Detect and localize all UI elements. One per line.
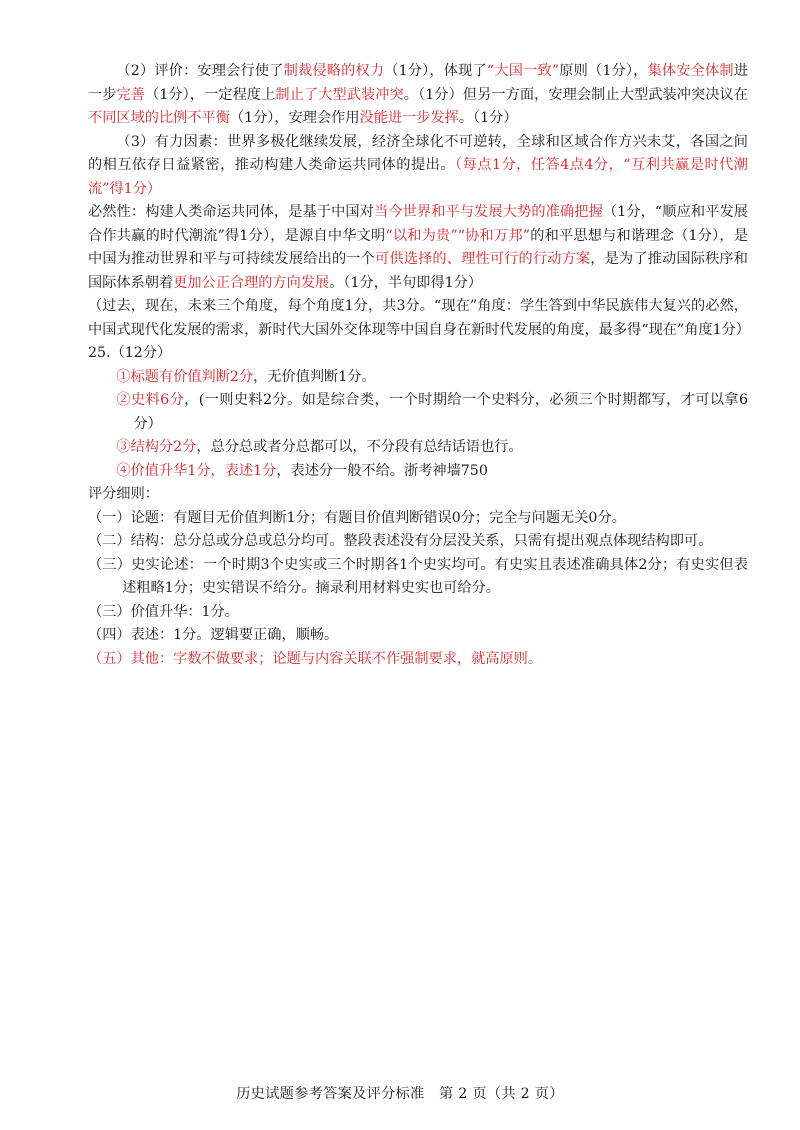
detail-3-value bbox=[88, 601, 748, 625]
highlighted-key-point: 制裁侵略的权力 bbox=[283, 63, 385, 79]
text-segment: （1分，“顺应和平发展合作共赢的时代潮流”得1分），是源自中华文明 bbox=[88, 204, 748, 244]
highlighted-key-point: “以和为贵”“协和万邦” bbox=[385, 227, 530, 244]
text-segment: ，(一则史料2分。如是综合类，一个时期给一个史料分，必须三个时期都写，才可以拿6分） bbox=[133, 392, 749, 432]
highlighted-key-point: ③结构分2分 bbox=[116, 439, 197, 455]
text-segment: 必然性：构建人类命运共同体，是基于中国对 bbox=[88, 204, 375, 220]
highlighted-key-point: 完善 bbox=[116, 86, 146, 103]
answer-content bbox=[88, 60, 748, 671]
text-segment: （2）评价：安理会行使了 bbox=[116, 63, 284, 79]
paragraph-3-favorable-factors bbox=[88, 131, 748, 202]
text-segment: （一）论题：有题目无价值判断1分；有题目价值判断错误0分；完全与问题无关0分。 bbox=[88, 509, 626, 526]
highlighted-key-point: 可供选择的、理性可行的行动方案 bbox=[375, 251, 591, 267]
text-segment: 。（1分，半句即得1分） bbox=[329, 274, 483, 291]
detail-3-history-argument bbox=[88, 554, 748, 601]
text-segment: ，无价值判断1分。 bbox=[253, 368, 376, 385]
text-segment: （1分），一定程度上 bbox=[145, 86, 276, 103]
text-segment: （二）结构：总分总或分总或总分均可。整段表述没有分层没关系，只需有提出观点体现结构即可。 bbox=[88, 533, 713, 549]
scoring-details-header bbox=[88, 483, 748, 507]
detail-1-thesis bbox=[88, 507, 748, 531]
highlighted-key-point: 制止了大型武装冲突 bbox=[275, 86, 404, 103]
paragraph-2-evaluation bbox=[88, 60, 748, 131]
detail-4-expression bbox=[88, 624, 748, 648]
criterion-4 bbox=[88, 460, 748, 484]
text-segment: （四）表述：1分。逻辑要正确，顺畅。 bbox=[88, 627, 339, 643]
highlighted-key-point: 当今世界和平与发展大势的准确把握 bbox=[374, 204, 603, 220]
footer-title: 历史试题参考答案及评分标准 bbox=[236, 1086, 425, 1102]
detail-5-other bbox=[88, 648, 748, 672]
highlighted-key-point: “大国一致” bbox=[486, 63, 560, 79]
text-segment: （3）有力因素：世界多极化继续发展，经济全球化不可逆转，全球和区域合作方兴未艾，各国之间的相互依存日益紧密，推动构建人类命运共同体的提出。 bbox=[88, 133, 748, 173]
highlighted-key-point: 没能进一步发挥 bbox=[359, 110, 459, 126]
paragraph-three-angles bbox=[88, 295, 748, 342]
highlighted-key-point: （每点1分，任答4点4分，“互利共赢是时代潮流”得1分） bbox=[88, 157, 748, 197]
highlighted-key-point: ②史料6分 bbox=[116, 392, 185, 408]
text-segment: 原则（1分）， bbox=[559, 63, 648, 79]
text-segment: ，总分总或者分总都可以，不分段有总结话语也行。 bbox=[196, 439, 523, 455]
question-25-header bbox=[88, 342, 748, 366]
highlighted-key-point: （五）其他：字数不做要求；论题与内容关联不作强制要求，就高原则。 bbox=[88, 650, 543, 667]
text-segment: （1分），体现了 bbox=[384, 63, 487, 79]
criterion-3 bbox=[88, 436, 748, 460]
text-segment: 评分细则： bbox=[88, 486, 159, 502]
text-segment: 进一步 bbox=[88, 63, 748, 103]
criterion-2 bbox=[88, 389, 748, 436]
text-segment: （过去，现在，未来三个角度，每个角度1分，共3分。“现在”角度：学生答到中华民族伟大复兴的必然，中国式现代化发展的需求，新时代大国外交体现等中国自身在新时代发展的角度，最多得“现在”角度1分） bbox=[88, 298, 750, 338]
paragraph-necessity bbox=[88, 201, 748, 295]
text-segment: （三）史实论述：一个时期3个史实或三个时期各1个史实均可。有史实且表述准确具体2分；有史实但表述粗略1分；史实错误不给分。摘录利用材料史实也可给分。 bbox=[88, 556, 748, 596]
text-segment: 。（1分） bbox=[458, 110, 518, 126]
detail-2-structure bbox=[88, 530, 748, 554]
footer-page-number: 第 2 页（共 2 页） bbox=[438, 1086, 564, 1102]
text-segment: 。（1分）但另一方面，安理会制止大型武装冲突决议在 bbox=[403, 86, 748, 103]
criterion-1 bbox=[88, 366, 748, 390]
text-segment: ，是为了推动国际秩序和国际体系朝着 bbox=[88, 251, 748, 291]
text-segment: （1分），安理会作用 bbox=[229, 110, 360, 126]
highlighted-key-point: ①标题有价值判断2分 bbox=[116, 368, 254, 385]
highlighted-key-point: 更加公正合理的方向发展 bbox=[173, 274, 330, 291]
highlighted-key-point: ④价值升华1分，表述1分 bbox=[116, 462, 277, 479]
highlighted-key-point: 集体安全体制 bbox=[647, 63, 734, 79]
page-footer bbox=[0, 1083, 800, 1103]
text-segment: 25.（12分） bbox=[88, 345, 172, 361]
text-segment: （三）价值升华：1分。 bbox=[88, 603, 239, 620]
highlighted-key-point: 不同区域的比例不平衡 bbox=[88, 110, 230, 126]
text-segment: 的和平思想与和谐理念（1分），是中国为推动世界和平与可持续发展给出的一个 bbox=[88, 227, 748, 267]
text-segment: ，表述分一般不给。浙考神墙750 bbox=[276, 462, 488, 479]
